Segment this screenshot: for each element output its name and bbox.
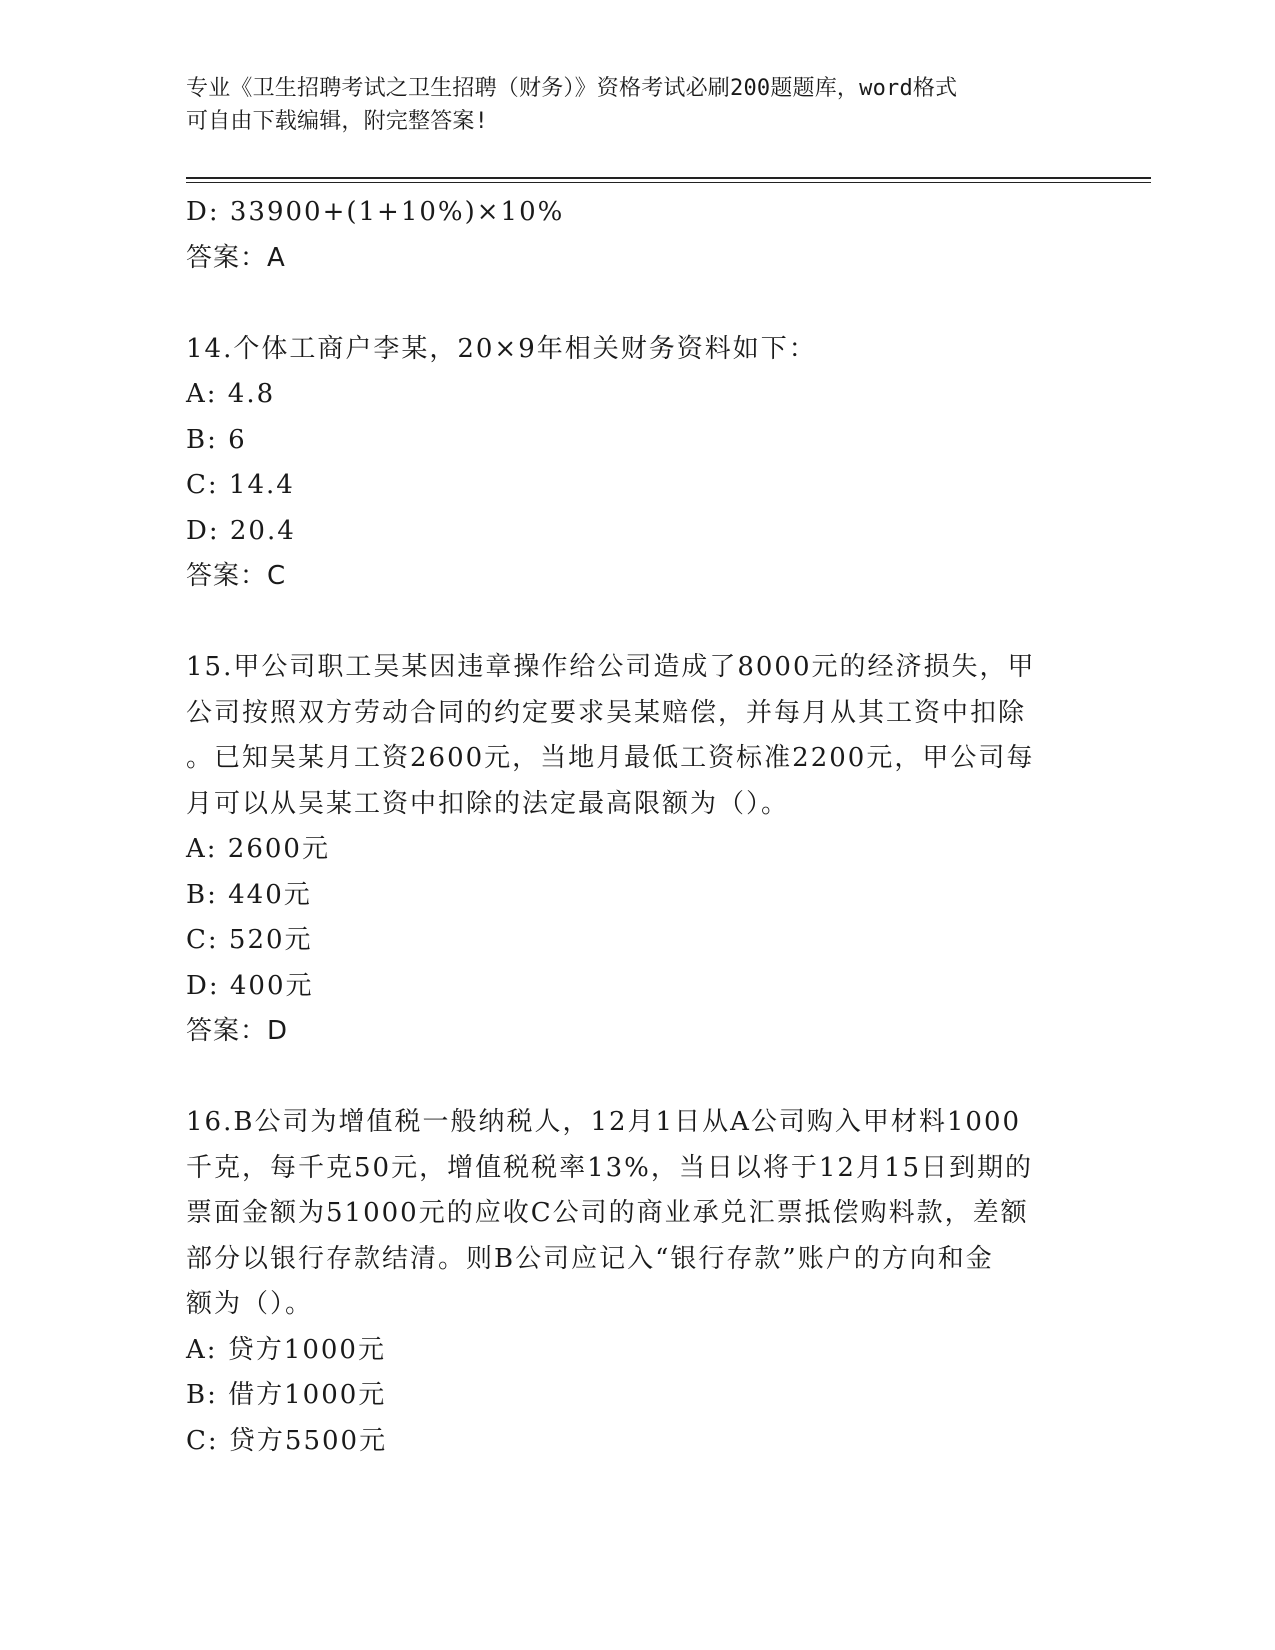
option-b: B: 6 [186,424,247,455]
option-c: C: 贷方5500元 [186,1425,388,1456]
spacer [186,1055,1066,1101]
answer: 答案：D [186,1016,289,1046]
option-c: C: 14.4 [186,470,295,500]
question-stem-line: 。已知吴某月工资2600元，当地月最低工资标准2200元，甲公司每 [186,743,1035,773]
option-d: D: 400元 [186,970,314,1001]
question-stem-line: 额为（）。 [186,1289,314,1319]
option-a: A: 4.8 [186,379,276,409]
question-stem-line: 月可以从吴某工资中扣除的法定最高限额为（）。 [186,788,790,819]
question-14 [186,327,1066,600]
question-stem-line: 部分以银行存款结清。则B公司应记入“银行存款”账户的方向和金 [186,1243,994,1274]
header-line-2: 可自由下载编辑，附完整答案! [186,109,489,134]
question-stem-line: 千克，每千克50元，增值税税率13%，当日以将于12月15日到期的 [186,1152,1034,1183]
option-d: D: 20.4 [186,515,296,546]
question-stem-line: 票面金额为51000元的应收C公司的商业承兑汇票抵偿购料款，差额 [186,1198,1029,1228]
spacer [186,281,1066,327]
document-header [186,72,1066,138]
option-a: A: 贷方1000元 [186,1334,386,1365]
answer-prev: 答案：A [186,242,286,273]
option-a: A: 2600元 [186,834,330,864]
spacer [186,600,1066,646]
question-stem-line: 公司按照双方劳动合同的约定要求吴某赔偿，并每月从其工资中扣除 [186,697,1027,728]
option-b: B: 440元 [186,879,312,910]
option-d-prev: D: 33900+(1+10%)×10% [186,197,565,227]
header-divider-thin [186,182,1151,183]
option-c: C: 520元 [186,925,313,955]
question-stem-line: 15.甲公司职工吴某因违章操作给公司造成了8000元的经济损失，甲 [186,652,1036,682]
header-divider-thick [186,177,1151,179]
header-line-1: 专业《卫生招聘考试之卫生招聘（财务）》资格考试必刷200题题库，word格式 [186,76,958,101]
question-stem-line: 16.B公司为增值税一般纳税人，12月1日从A公司购入甲材料1000 [186,1107,1022,1137]
answer: 答案：C [186,561,287,591]
option-b: B: 借方1000元 [186,1380,387,1410]
question-stem-line: 14.个体工商户李某，20×9年相关财务资料如下： [186,333,817,364]
document-body [186,190,1066,1464]
question-16 [186,1100,1066,1464]
question-15 [186,645,1066,1055]
